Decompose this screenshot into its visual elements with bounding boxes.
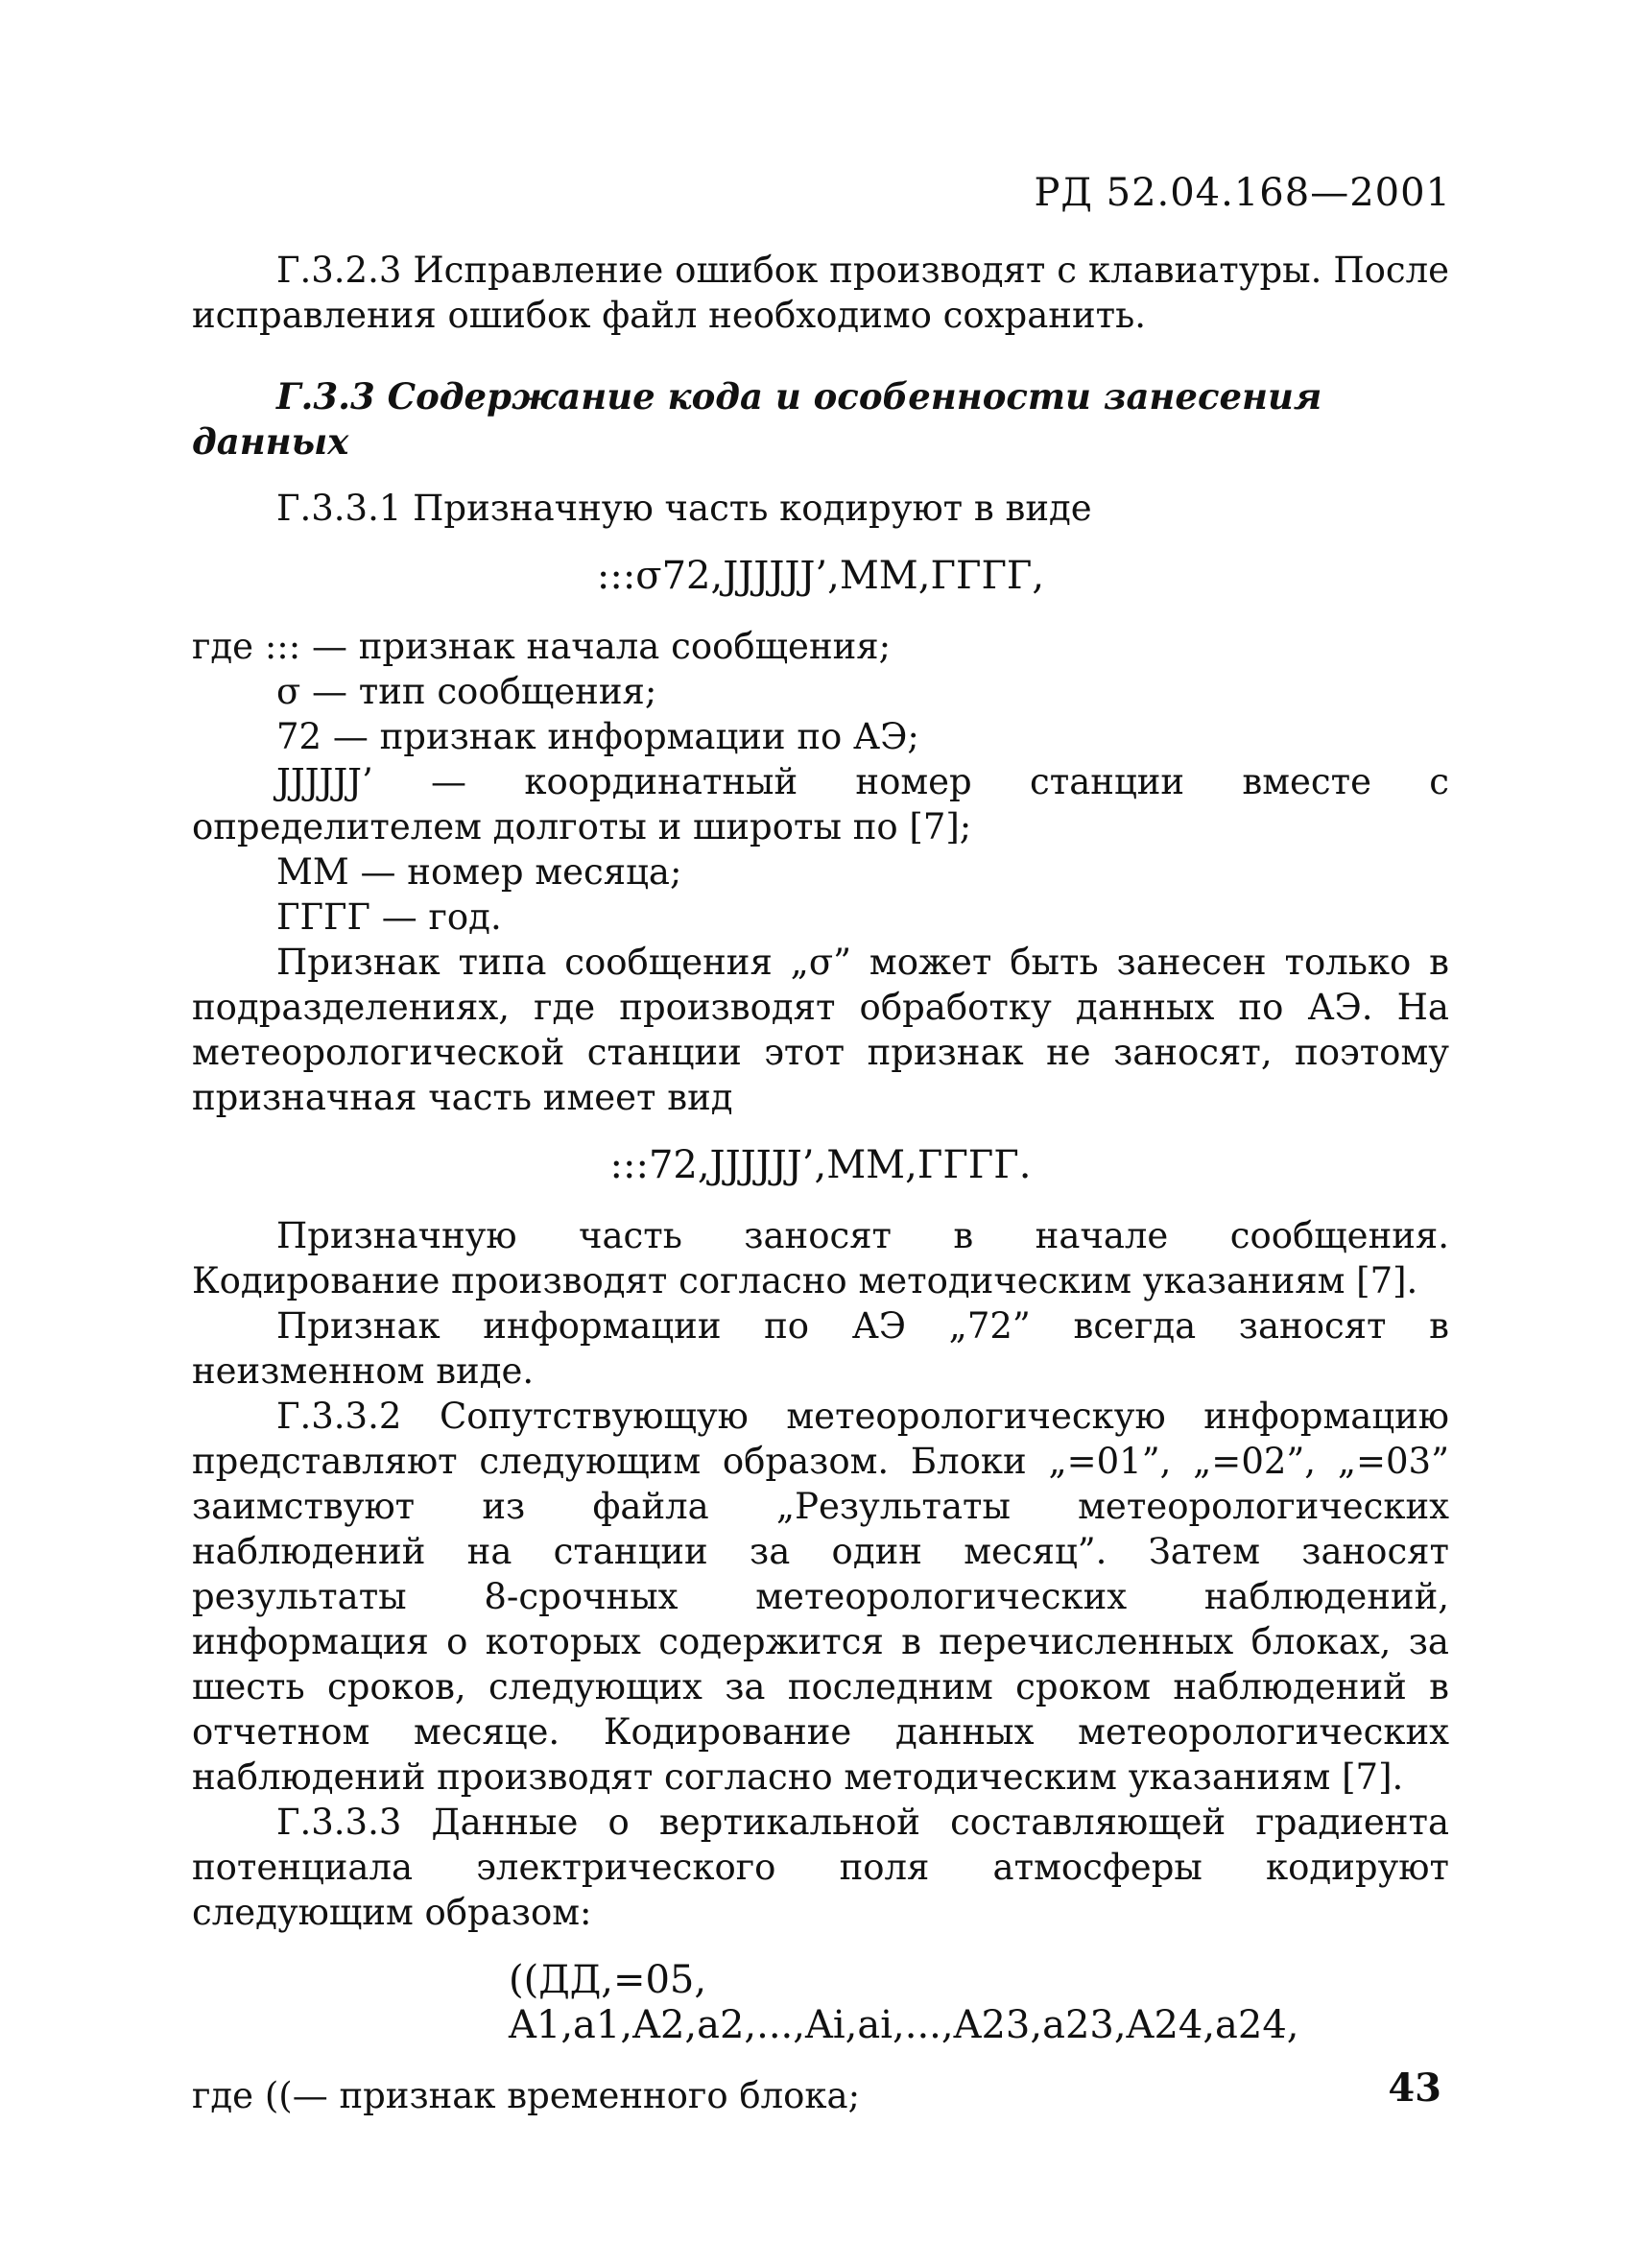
paragraph-72-marker: Признак информации по АЭ „72” всегда заносят в неизменном виде.: [192, 1305, 1449, 1392]
paragraph-g3-3-1: Г.3.3.1 Призначную часть кодируют в виде: [276, 488, 1092, 529]
definition-72: 72 — признак информации по АЭ;: [276, 716, 919, 757]
definition-month: ММ — номер месяца;: [276, 851, 682, 893]
formula-header-without-sigma: :::72,JJJJJJ’,MM,ГГГГ.: [609, 1143, 1032, 1187]
where-time-block: где ((— признак временного блока;: [192, 2075, 861, 2116]
definition-year: ГГГГ — год.: [276, 896, 502, 938]
document-body: [192, 248, 1449, 2118]
paragraph-g3-3-2: Г.3.3.2 Сопутствующую метеорологическую информацию представляют следующим образом. Блоки „=01”, „=02”, „=03” заимствуют из файла „Результаты метеорологических наблюдений на станции за один месяц”. Затем заносят результаты 8-срочных метеорологических наблюдений, информация о которых содержится в перечисленных блоках, за шесть сроков, следующих за последним сроком наблюдений в отчетном месяце. Кодирование данных метеорологических наблюдений производят согласно методическим указаниям [7].: [192, 1396, 1449, 1798]
paragraph-g3-2-3: Г.3.2.3 Исправление ошибок производят с клавиатуры. После исправления ошибок файл необходимо сохранить.: [192, 250, 1449, 336]
page-number: 43: [1388, 2065, 1441, 2111]
where-start-marker: где ::: — признак начала сообщения;: [192, 626, 892, 667]
definition-station-number: JJJJJJ’ — координатный номер станции вместе с определителем долготы и широты по [7];: [192, 761, 1449, 848]
paragraph-sigma-note: Признак типа сообщения „σ” может быть занесен только в подразделениях, где производят обработку данных по АЭ. На метеорологической станции этот признак не заносят, поэтому призначная часть имеет вид: [192, 942, 1449, 1118]
definition-sigma: σ — тип сообщения;: [276, 671, 657, 712]
formula-gradient-block: ((ДД,=05, A1,a1,A2,a2,...,Ai,ai,...,A23,a23,A24,a24,: [509, 1958, 1299, 2047]
document-code-header: РД 52.04.168—2001: [1034, 171, 1451, 215]
formula-header-with-sigma: :::σ72,JJJJJJ’,MM,ГГГГ,: [596, 554, 1045, 598]
paragraph-g3-3-3: Г.3.3.3 Данные о вертикальной составляющей градиента потенциала электрического поля атмосферы кодируют следующим образом:: [192, 1802, 1449, 1933]
paragraph-header-placement: Призначную часть заносят в начале сообщения. Кодирование производят согласно методическим указаниям [7].: [192, 1215, 1449, 1301]
section-heading-g3-3: Г.3.3 Содержание кода и особенности занесения данных: [192, 375, 1322, 463]
